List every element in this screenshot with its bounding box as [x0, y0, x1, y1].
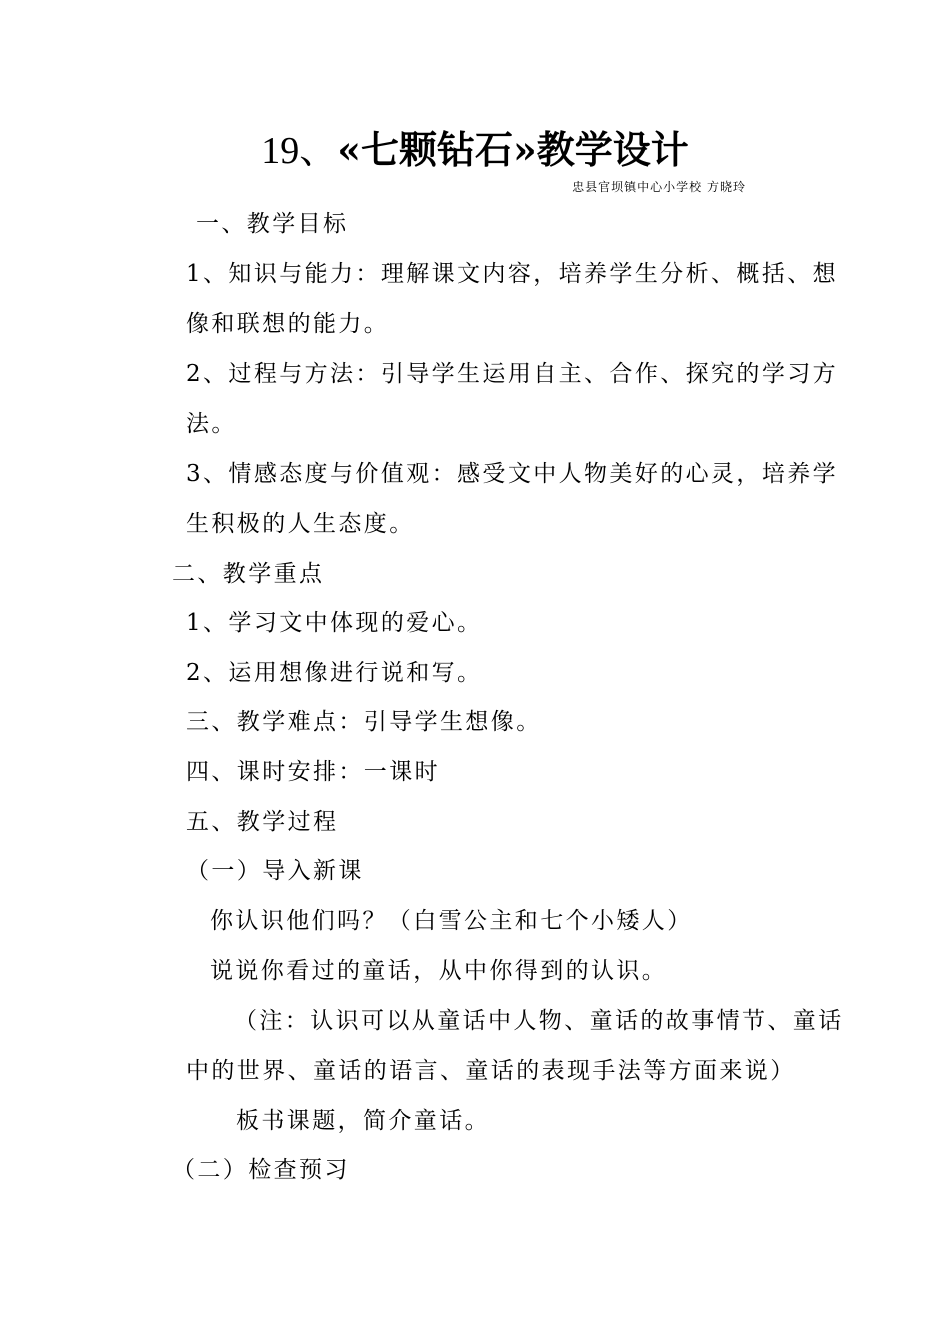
author-line: 忠县官坝镇中心小学校 方晓玲	[572, 180, 746, 194]
title-text: «七颗钻石»教学设计	[337, 127, 689, 172]
subsection-heading-preview: （二）检查预习	[172, 1157, 350, 1183]
paragraph-line: 说说你看过的童话，从中你得到的认识。	[210, 958, 668, 984]
section-heading-focus: 二、教学重点	[172, 561, 325, 587]
note-line: 中的世界、童话的语言、童话的表现手法等方面来说）	[186, 1058, 796, 1084]
paragraph-line: 1、学习文中体现的爱心。	[186, 610, 483, 636]
paragraph-line: 板书课题，简介童话。	[236, 1108, 490, 1134]
section-heading-schedule: 四、课时安排：一课时	[186, 759, 440, 785]
section-heading-objectives: 一、教学目标	[196, 211, 349, 237]
paragraph-line: 2、过程与方法：引导学生运用自主、合作、探究的学习方	[186, 361, 839, 387]
title-number: 19、	[261, 130, 338, 172]
note-line: （注：认识可以从童话中人物、童话的故事情节、童话	[234, 1008, 844, 1034]
section-heading-process: 五、教学过程	[186, 809, 339, 835]
paragraph-line: 3、情感态度与价值观：感受文中人物美好的心灵，培养学	[186, 461, 839, 487]
paragraph-line: 生积极的人生态度。	[186, 511, 415, 537]
paragraph-line: 你认识他们吗？（白雪公主和七个小矮人）	[210, 908, 693, 934]
document-title	[0, 122, 950, 179]
subsection-heading-intro: （一）导入新课	[186, 858, 364, 884]
paragraph-line: 2、运用想像进行说和写。	[186, 660, 483, 686]
paragraph-line: 像和联想的能力。	[186, 311, 390, 337]
paragraph-line: 1、知识与能力：理解课文内容，培养学生分析、概括、想	[186, 261, 839, 287]
paragraph-line: 法。	[186, 411, 237, 437]
section-heading-difficulty: 三、教学难点：引导学生想像。	[186, 709, 542, 735]
